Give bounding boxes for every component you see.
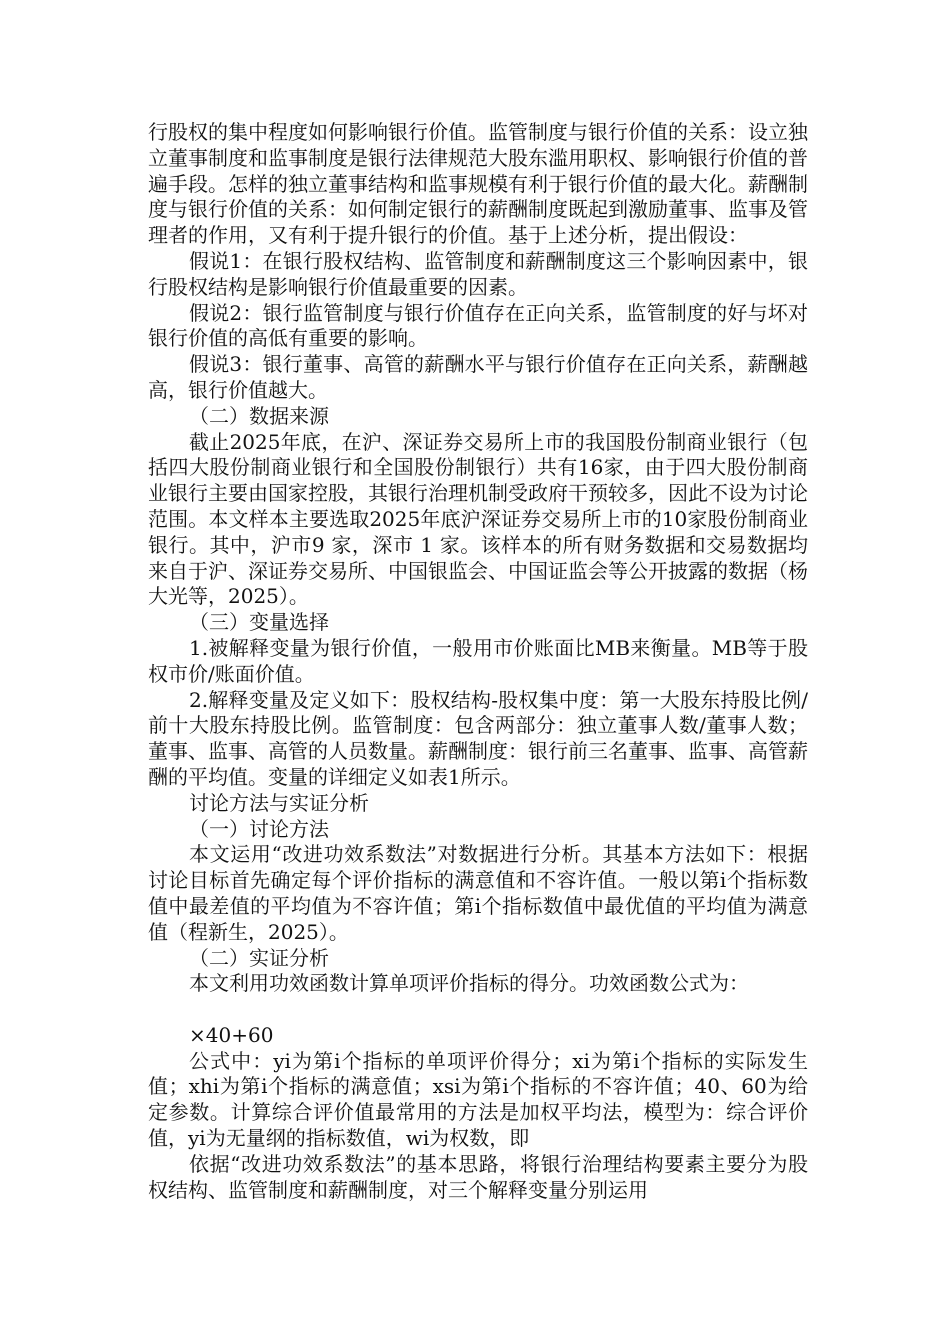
paragraph-efficacy-function: 本文利用功效函数计算单项评价指标的得分。功效函数公式为： <box>189 971 749 996</box>
paragraph-hypothesis-1: 假说1：在银行股权结构、监管制度和薪酬制度这三个影响因素中，银行股权结构是影响银行价值最重要的因素。 <box>148 248 808 299</box>
paragraph-method: 本文运用“改进功效系数法”对数据进行分析。其基本方法如下：根据讨论目标首先确定每个评价指标的满意值和不容许值。一般以第i个指标数值中最差值的平均值为不容许值；第i个指标数值中最优值的平均值为满意值（程新生，2025）。 <box>148 842 808 944</box>
paragraph-hypothesis-3: 假说3：银行董事、高管的薪酬水平与银行价值存在正向关系，薪酬越高，银行价值越大。 <box>148 352 808 402</box>
section-heading-method: （一）讨论方法 <box>189 816 329 841</box>
formula-text: ×40+60 <box>189 1022 274 1047</box>
paragraph-hypothesis-2: 假说2：银行监管制度与银行价值存在正向关系，监管制度的好与坏对银行价值的高低有重要的影响。 <box>148 300 808 351</box>
paragraph-data-source: 截止2025年底，在沪、深证券交易所上市的我国股份制商业银行（包括四大股份制商业银行和全国股份制银行）共有16家，由于四大股份制商业银行主要由国家控股，其银行治理机制受政府干预较多，因此不设为讨论范围。本文样本主要选取2025年底沪深证券交易所上市的10家股份制商业银行。其中，沪市9 家，深市 1 家。该样本的所有财务数据和交易数据均来自于沪、深证券交易所、中国银监会、中国证监会等公开披露的数据（杨大光等，2025）。 <box>148 429 808 609</box>
paragraph-formula-explanation: 公式中：yi为第i个指标的单项评价得分；xi为第i个指标的实际发生值；xhi为第i个指标的满意值；xsi为第i个指标的不容许值；40、60为给定参数。计算综合评价值最常用的方法是加权平均法，模型为：综合评价值，yi为无量纲的指标数值，wi为权数，即 <box>148 1048 808 1151</box>
section-heading-data-source: （二）数据来源 <box>189 403 329 428</box>
formula-image-placeholder <box>148 997 808 1023</box>
paragraph-method-application: 依据“改进功效系数法”的基本思路，将银行治理结构要素主要分为股权结构、监管制度和薪酬制度，对三个解释变量分别运用 <box>148 1151 808 1202</box>
document-body <box>148 120 808 1203</box>
section-heading-variable-selection: （三）变量选择 <box>189 610 329 635</box>
paragraph-dependent-variable: 1.被解释变量为银行价值，一般用市价账面比MB来衡量。MB等于股权市价/账面价值。 <box>148 635 808 686</box>
section-heading-method-and-analysis: 讨论方法与实证分析 <box>189 790 369 815</box>
paragraph-explanatory-variables: 2.解释变量及定义如下：股权结构-股权集中度：第一大股东持股比例/前十大股东持股比例。监管制度：包含两部分：独立董事人数/董事人数；董事、监事、高管的人员数量。薪酬制度：银行前三名董事、监事、高管薪酬的平均值。变量的详细定义如表1所示。 <box>148 687 808 789</box>
section-heading-empirical-analysis: （二）实证分析 <box>189 945 329 970</box>
paragraph-intro: 行股权的集中程度如何影响银行价值。监管制度与银行价值的关系：设立独立董事制度和监事制度是银行法律规范大股东滥用职权、影响银行价值的普遍手段。怎样的独立董事结构和监事规模有利于银行价值的最大化。薪酬制度与银行价值的关系：如何制定银行的薪酬制度既起到激励董事、监事及管理者的作用，又有利于提升银行的价值。基于上述分析，提出假设： <box>148 120 808 248</box>
